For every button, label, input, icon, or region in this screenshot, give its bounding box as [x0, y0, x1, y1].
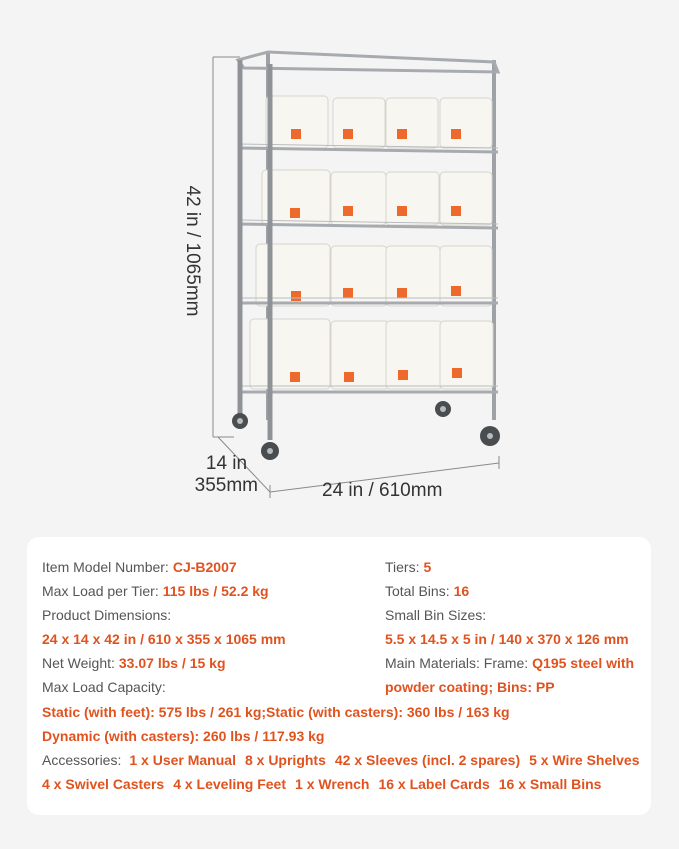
spec-max-capacity-label: [42, 678, 166, 696]
accessory-item: 5 x Wire Shelves: [529, 752, 640, 768]
product-dim-value: 24 x 14 x 42 in / 610 x 355 x 1065 mm: [42, 631, 286, 647]
total-bins-value: 16: [453, 583, 470, 599]
accessory-item: 1 x Wrench: [295, 776, 370, 792]
spec-accessories-line2: [42, 775, 601, 793]
accessory-item: 4 x Swivel Casters: [42, 776, 165, 792]
spec-product-dim-label: [42, 606, 171, 624]
accessory-item: 4 x Leveling Feet: [173, 776, 287, 792]
accessories-label: Accessories:: [42, 752, 122, 768]
total-bins-label: Total Bins:: [385, 583, 450, 599]
model-value: CJ-B2007: [172, 559, 237, 575]
spec-net-weight: [42, 654, 226, 672]
bin-sizes-label: Small Bin Sizes:: [385, 607, 487, 623]
spec-bin-sizes-label: [385, 606, 486, 624]
spec-accessories-line1: [42, 751, 640, 769]
accessory-item: 16 x Small Bins: [498, 776, 602, 792]
spec-model: [42, 558, 237, 576]
tiers-value: 5: [423, 559, 432, 575]
width-dimension-label: 24 in / 610mm: [322, 480, 443, 501]
model-label: Item Model Number:: [42, 559, 169, 575]
spec-materials: [385, 654, 634, 672]
accessory-item: 16 x Label Cards: [378, 776, 490, 792]
depth-imperial: 14 in: [205, 453, 248, 474]
storage-bins: [250, 96, 493, 389]
spec-card: [27, 537, 651, 815]
spec-capacity-line1: [42, 703, 510, 721]
tiers-label: Tiers:: [385, 559, 420, 575]
spec-total-bins: [385, 582, 469, 600]
accessory-item: 1 x User Manual: [129, 752, 236, 768]
accessory-item: 42 x Sleeves (incl. 2 spares): [334, 752, 521, 768]
load-tier-label: Max Load per Tier:: [42, 583, 159, 599]
height-dimension-label: 42 in / 1065mm: [181, 185, 203, 317]
depth-metric: 355mm: [194, 474, 258, 496]
materials-label: Main Materials: Frame:: [385, 655, 529, 671]
spec-bin-sizes-value: [385, 630, 629, 648]
capacity-static: Static (with feet): 575 lbs / 261 kg;Static (with casters): 360 lbs / 163 kg: [42, 704, 510, 720]
product-dim-label: Product Dimensions:: [42, 607, 172, 623]
materials-value-1: Q195 steel with: [532, 655, 635, 671]
spec-product-dim-value: [42, 630, 286, 648]
net-weight-value: 33.07 lbs / 15 kg: [118, 655, 226, 671]
spec-tiers: [385, 558, 431, 576]
spec-materials-cont: [385, 678, 555, 696]
net-weight-label: Net Weight:: [42, 655, 115, 671]
accessory-item: 8 x Uprights: [244, 752, 326, 768]
spec-load-tier: [42, 582, 269, 600]
bin-sizes-value: 5.5 x 14.5 x 5 in / 140 x 370 x 126 mm: [385, 631, 629, 647]
depth-dimension-label: [183, 453, 258, 497]
load-tier-value: 115 lbs / 52.2 kg: [162, 583, 269, 599]
materials-value-2: powder coating; Bins: PP: [385, 679, 555, 695]
capacity-dynamic: Dynamic (with casters): 260 lbs / 117.93 kg: [42, 728, 325, 744]
spec-capacity-line2: [42, 727, 324, 745]
max-capacity-label: Max Load Capacity:: [42, 679, 166, 695]
